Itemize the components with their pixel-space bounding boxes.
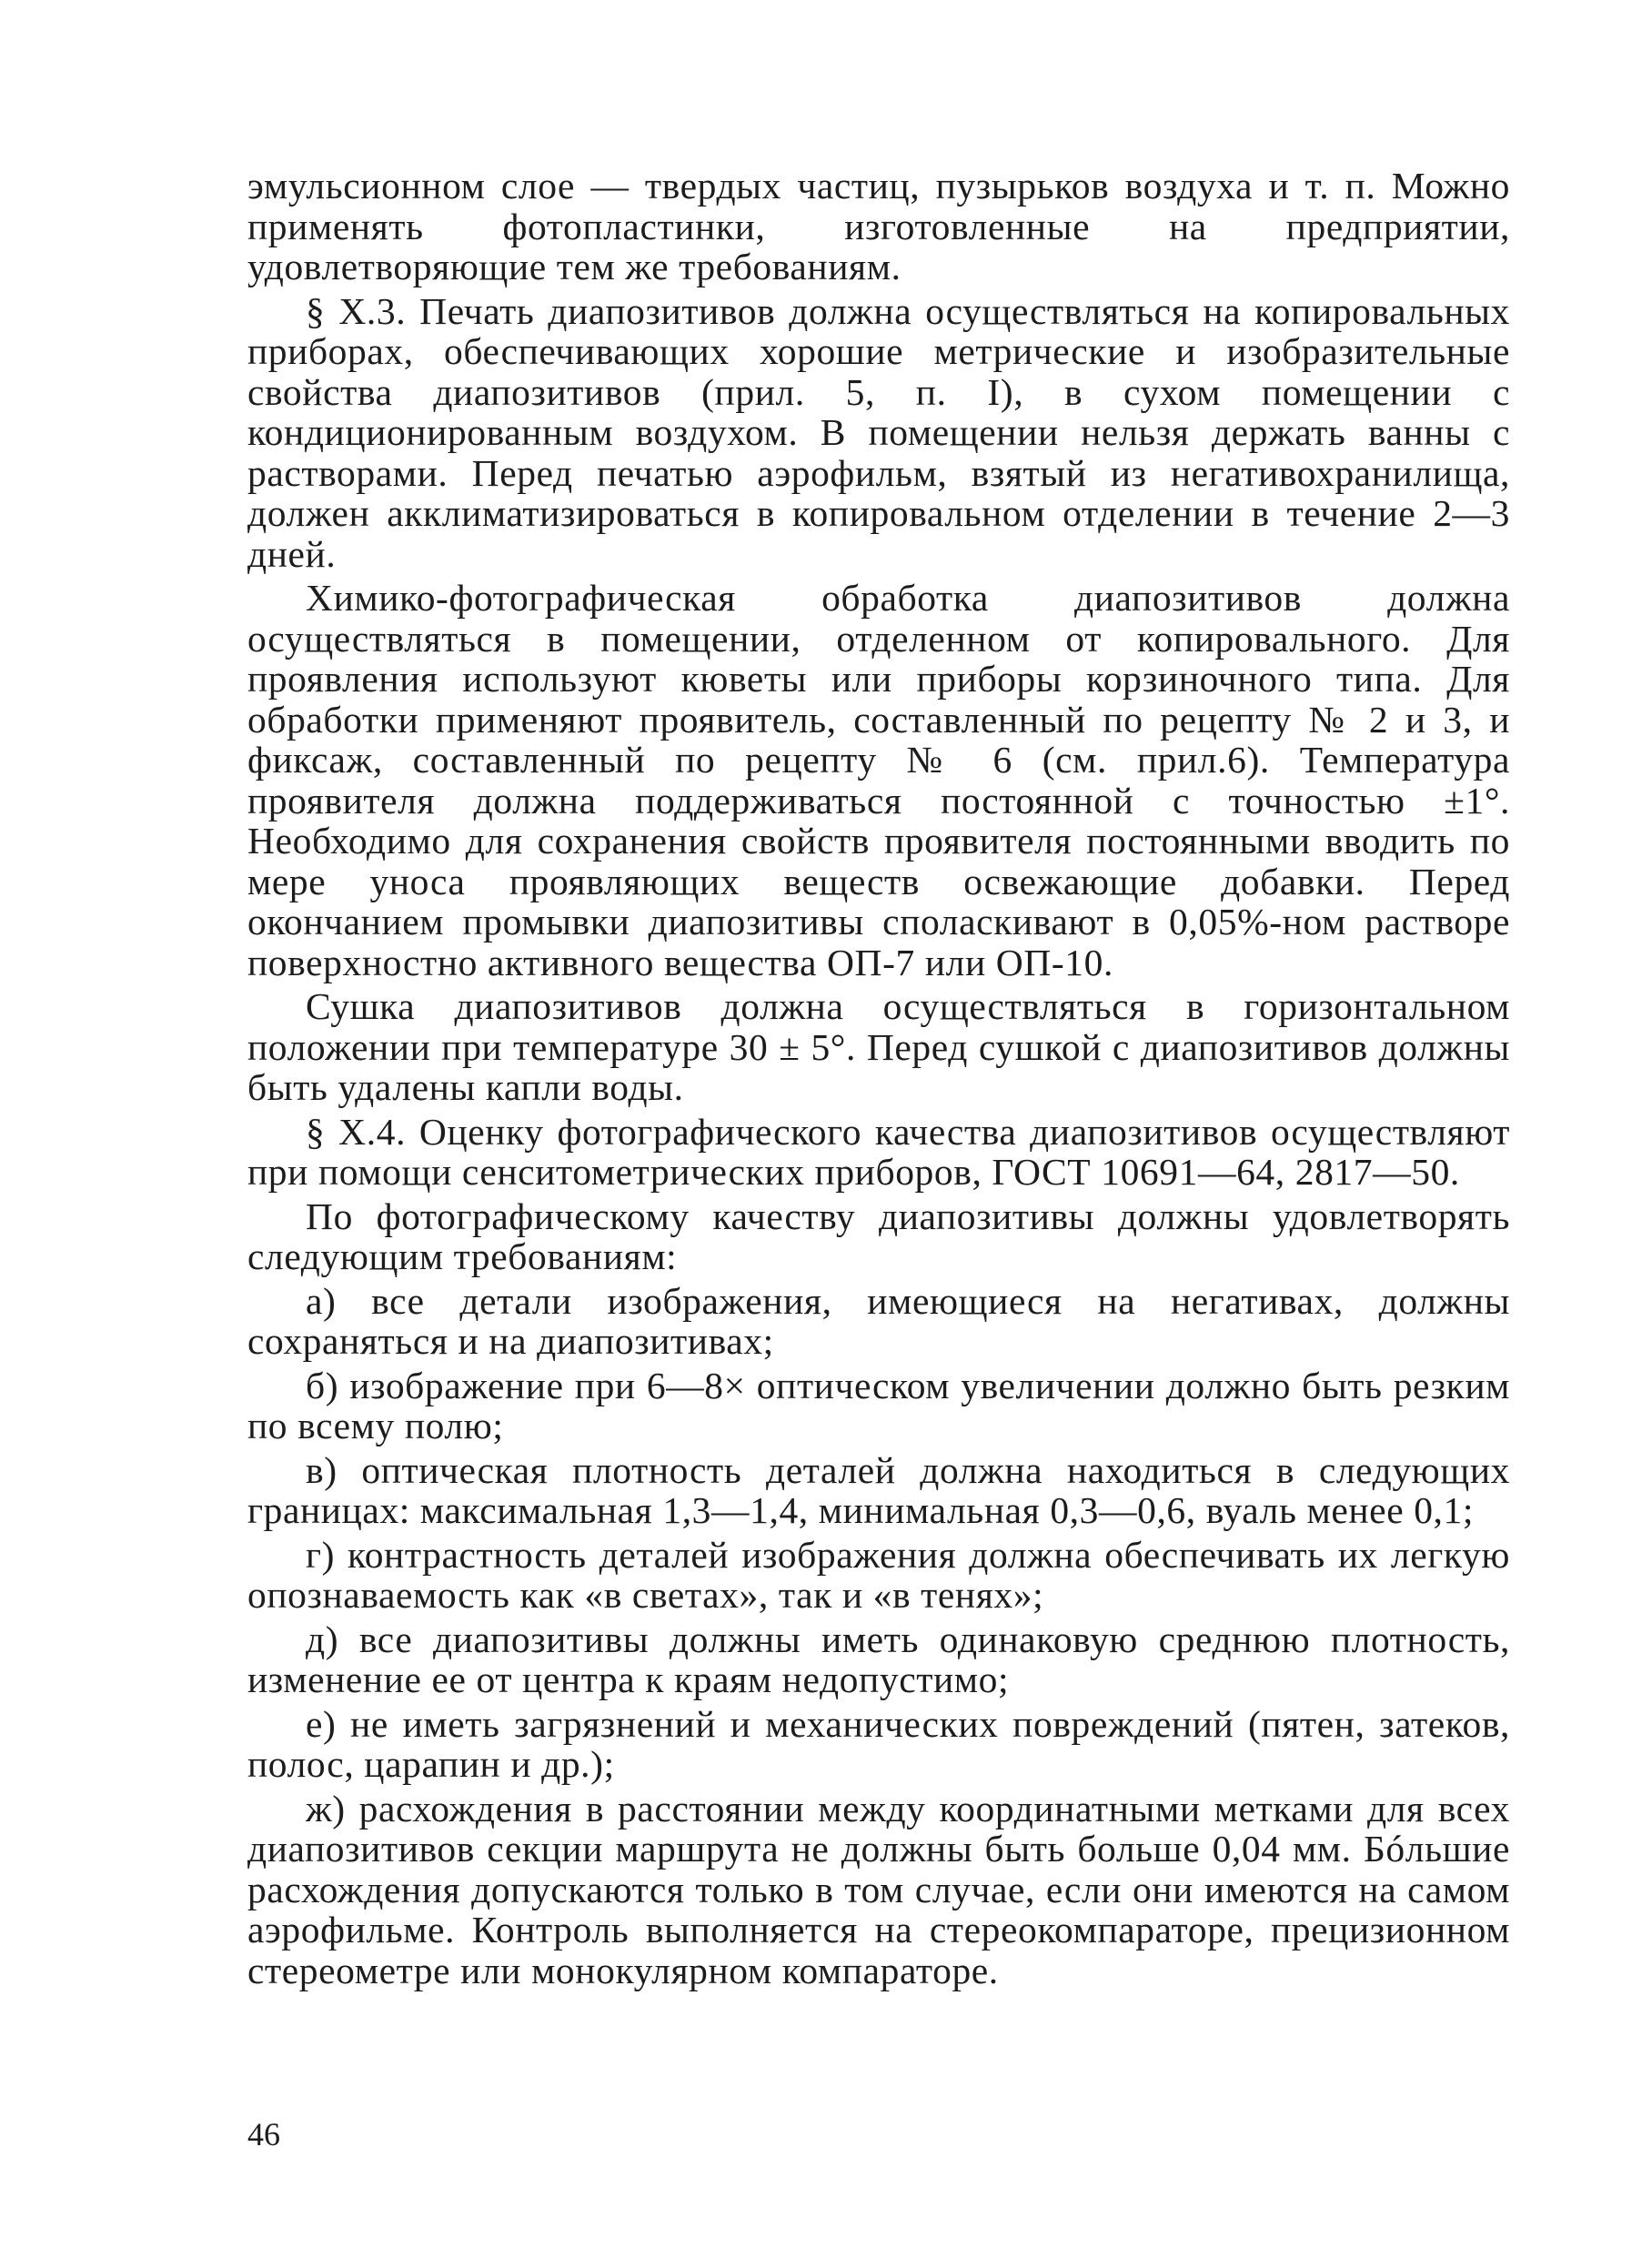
paragraph-drying: Сушка диапозитивов должна осуществляться в горизонтальном положении при температуре 30 ± 5°. Перед сушкой с диапозитивов должны быть удалены капли воды. xyxy=(247,985,1510,1108)
paragraph-section-x3: § X.3. Печать диапозитивов должна осуществляться на копировальных приборах, обеспечивающих хорошие метрические и изобразительные свойства диапозитивов (прил. 5, п. I), в сухом помещении с кондиционированным воздухом. В помещении нельзя держать ванны с растворами. Перед печатью аэрофильм, взятый из негативохранилища, должен акклиматизироваться в копировальном отделении в течение 2—3 дней. xyxy=(247,289,1510,575)
list-item-a: а) все детали изображения, имеющиеся на негативах, должны сохраняться и на диапозитивах; xyxy=(247,1279,1510,1362)
paragraph-chemical-processing: Химико-фотографическая обработка диапозитивов должна осуществляться в помещении, отделенном от копировального. Для проявления используют кюветы или приборы корзиночного типа. Для обработки применяют проявитель, составленный по рецепту № 2 и 3, и фиксаж, составленный по рецепту № 6 (см. прил.6). Температура проявителя должна поддерживаться постоянной с точностью ±1°. Необходимо для сохранения свойств проявителя постоянными вводить по мере уноса проявляющих веществ освежающие добавки. Перед окончанием промывки диапозитивы споласкивают в 0,05%-ном растворе поверхностно активного вещества ОП-7 или ОП-10. xyxy=(247,577,1510,983)
list-item-g: г) контрастность деталей изображения должна обеспечивать их легкую опознаваемость как «в светах», так и «в тенях»; xyxy=(247,1533,1510,1616)
list-item-v: в) оптическая плотность деталей должна находиться в следующих границах: максимальная 1,3—1,4, минимальная 0,3—0,6, вуаль менее 0,1; xyxy=(247,1448,1510,1531)
page-number: 46 xyxy=(247,2116,280,2152)
list-item-zh: ж) расхождения в расстоянии между координатными метками для всех диапозитивов секции маршрута не должны быть больше 0,04 мм. Бóльшие расхождения допускаются только в том случае, если они имеются на самом аэрофильме. Контроль выполняется на стереокомпараторе, прецизионном стереометре или монокулярном компараторе. xyxy=(247,1787,1510,1991)
paragraph-requirements-intro: По фотографическому качеству диапозитивы должны удовлетворять следующим требованиям: xyxy=(247,1194,1510,1277)
paragraph-section-x4: § X.4. Оценку фотографического качества диапозитивов осуществляют при помощи сенситометрических приборов, ГОСТ 10691—64, 2817—50. xyxy=(247,1110,1510,1193)
paragraph-continuation: эмульсионном слое — твердых частиц, пузырьков воздуха и т. п. Можно применять фотопластинки, изготовленные на предприятии, удовлетворяющие тем же требованиям. xyxy=(247,165,1510,287)
list-item-e: е) не иметь загрязнений и механических повреждений (пятен, затеков, полос, царапин и др.); xyxy=(247,1702,1510,1785)
body-text xyxy=(247,166,1510,1991)
list-item-d: д) все диапозитивы должны иметь одинаковую среднюю плотность, изменение ее от центра к краям недопустимо; xyxy=(247,1618,1510,1700)
list-item-b: б) изображение при 6—8× оптическом увеличении должно быть резким по всему полю; xyxy=(247,1364,1510,1446)
